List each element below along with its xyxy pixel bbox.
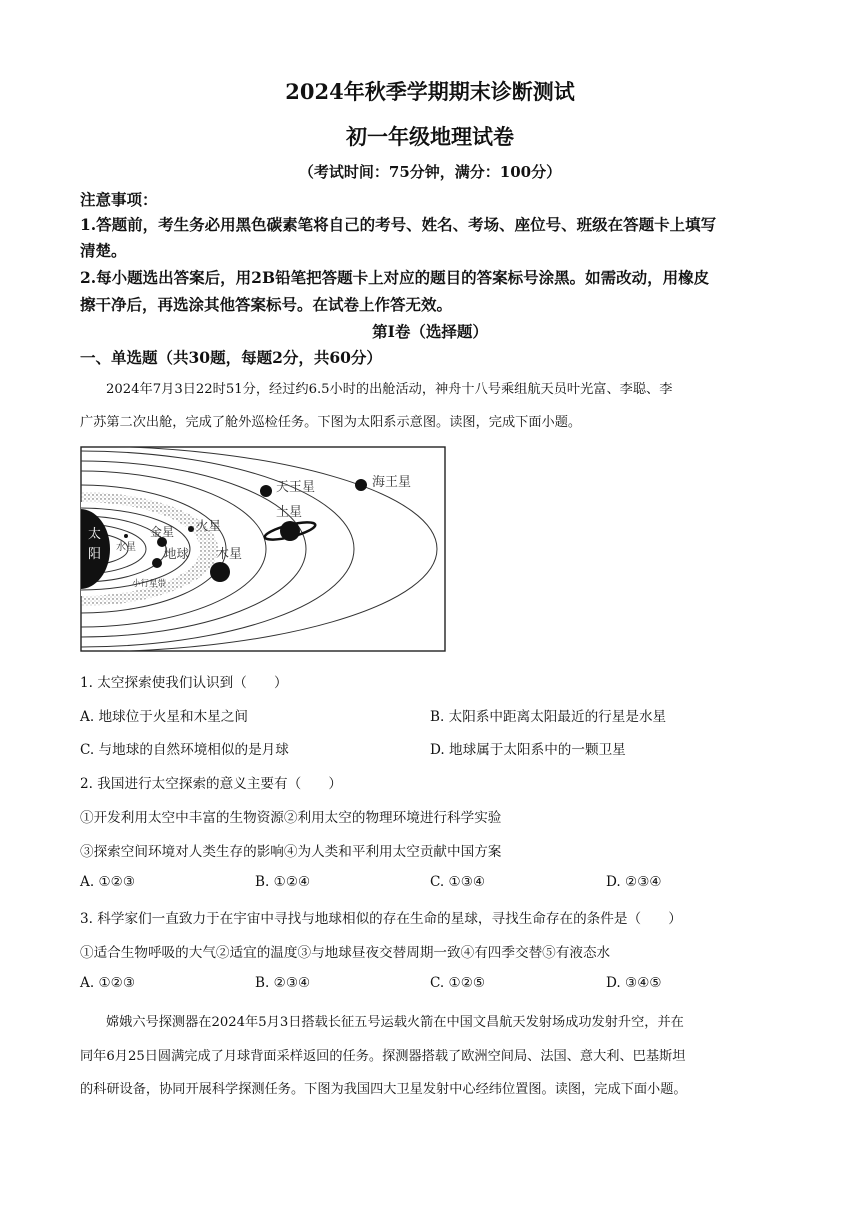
notice-line: 2.每小题选出答案后，用2B铅笔把答题卡上对应的题目的答案标号涂黑。如需改动，用橡皮 [80,268,710,287]
passage-line: 嫦娥六号探测器在2024年5月3日搭载长征五号运载火箭在中国文昌航天发射场成功发射升空，并在 [106,1015,684,1030]
option-c[interactable]: C. ①③④ [430,874,486,890]
sun-label: 阳 [88,547,102,562]
option-b[interactable]: B. 太阳系中距离太阳最近的行星是水星 [430,709,667,725]
uranus-icon [260,485,272,497]
mercury-icon [124,534,128,538]
saturn-label: 土星 [276,505,303,520]
notice-line: 清楚。 [80,241,127,260]
option-d[interactable]: D. ②③④ [606,874,662,890]
passage-line: 广苏第二次出舱，完成了舱外巡检任务。下图为太阳系示意图。读图，完成下面小题。 [80,415,582,430]
mars-label: 火星 [196,518,222,533]
mars-icon [188,526,194,532]
question-item: ①适合生物呼吸的大气②适宜的温度③与地球昼夜交替周期一致④有四季交替⑤有液态水 [80,945,611,961]
passage-line: 的科研设备，协同开展科学探测任务。下图为我国四大卫星发射中心经纬位置图。读图，完成下面小题。 [80,1082,687,1097]
passage-line: 同年6月25日圆满完成了月球背面采样返回的任务。探测器搭载了欧洲空间局、法国、意大利、巴基斯坦 [80,1049,686,1064]
uranus-label: 天王星 [276,480,316,495]
exam-subtitle: 初一年级地理试卷 [346,124,514,149]
option-c[interactable]: C. ①②⑤ [430,975,486,991]
jupiter-label: 木星 [216,547,243,562]
option-a[interactable]: A. ①②③ [80,874,136,890]
option-c[interactable]: C. 与地球的自然环境相似的是月球 [80,742,289,758]
earth-icon [152,558,162,568]
option-d[interactable]: D. 地球属于太阳系中的一颗卫星 [430,742,626,758]
sun-label: 太 [88,527,102,542]
asteroid-belt-label: 小行星带 [132,579,167,589]
question-stem: 3. 科学家们一直致力于在宇宙中寻找与地球相似的存在生命的星球，寻找生命存在的条件是（ ） [80,911,682,927]
saturn-icon [280,521,300,541]
option-a[interactable]: A. 地球位于火星和木星之间 [80,709,248,725]
exam-info: （考试时间：75分钟，满分：100分） [298,163,562,181]
notice-line: 1.答题前，考生务必用黑色碳素笔将自己的考号、姓名、考场、座位号、班级在答题卡上填写 [80,215,717,234]
option-b[interactable]: B. ①②④ [255,874,311,890]
mercury-label: 水星 [116,542,136,553]
option-d[interactable]: D. ③④⑤ [606,975,662,991]
notice-line: 擦干净后，再选涂其他答案标号。在试卷上作答无效。 [80,295,453,314]
venus-label: 金星 [150,525,175,539]
notice-heading: 注意事项： [80,190,158,209]
option-b[interactable]: B. ②③④ [255,975,311,991]
section-heading: 一、单选题（共30题，每题2分，共60分） [80,348,382,367]
earth-label: 地球 [164,546,190,561]
neptune-label: 海王星 [372,475,412,490]
question-item: ③探索空间环境对人类生存的影响④为人类和平利用太空贡献中国方案 [80,844,502,860]
question-stem: 2. 我国进行太空探索的意义主要有（ ） [80,776,342,792]
solar-system-figure [80,446,446,652]
passage-line: 2024年7月3日22时51分，经过约6.5小时的出舱活动，神舟十八号乘组航天员叶光富、李聪、李 [106,382,673,397]
option-a[interactable]: A. ①②③ [80,975,136,991]
jupiter-icon [210,562,230,582]
question-item: ①开发利用太空中丰富的生物资源②利用太空的物理环境进行科学实验 [80,810,502,826]
question-stem: 1. 太空探索使我们认识到（ ） [80,675,288,691]
part-heading: 第Ⅰ卷（选择题） [372,322,488,341]
exam-title: 2024年秋季学期期末诊断测试 [285,79,575,104]
neptune-icon [355,479,367,491]
